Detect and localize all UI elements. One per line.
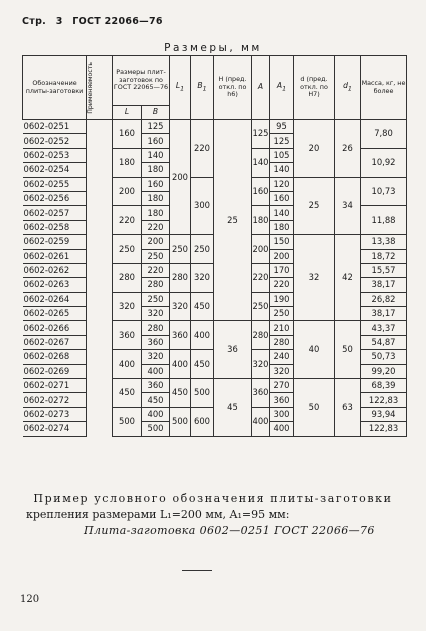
b-cell: 220 bbox=[142, 263, 170, 277]
divider-rule bbox=[182, 570, 212, 571]
designation-cell: 0602-0258 bbox=[23, 220, 87, 234]
b1-cell: 320 bbox=[191, 263, 214, 292]
l1-cell: 450 bbox=[170, 379, 191, 408]
a-cell: 140 bbox=[252, 148, 270, 177]
designation-cell: 0602-0273 bbox=[23, 407, 87, 421]
m-cell: 11,88 bbox=[361, 206, 407, 235]
col-d: d (пред. откл. по H7) bbox=[294, 56, 335, 120]
page-label: Стр. bbox=[22, 16, 47, 27]
m-cell: 10,92 bbox=[361, 148, 407, 177]
application-cell bbox=[87, 321, 113, 335]
dimensions-table-wrap bbox=[22, 55, 406, 437]
l1-cell: 360 bbox=[170, 321, 191, 350]
d1-cell: 26 bbox=[335, 120, 361, 178]
l-cell: 200 bbox=[113, 177, 142, 206]
b-cell: 400 bbox=[142, 407, 170, 421]
a1-cell: 190 bbox=[270, 292, 294, 306]
b1-cell: 400 bbox=[191, 321, 214, 350]
h-cell: 25 bbox=[214, 120, 252, 321]
m-cell: 15,57 bbox=[361, 263, 407, 277]
application-cell bbox=[87, 148, 113, 162]
b-cell: 220 bbox=[142, 220, 170, 234]
m-cell: 18,72 bbox=[361, 249, 407, 263]
d1-cell: 42 bbox=[335, 235, 361, 321]
h-cell: 45 bbox=[214, 379, 252, 437]
a1-cell: 220 bbox=[270, 278, 294, 292]
b-cell: 500 bbox=[142, 422, 170, 436]
l-cell: 220 bbox=[113, 206, 142, 235]
dimensions-table bbox=[22, 55, 407, 437]
b-cell: 280 bbox=[142, 278, 170, 292]
a1-cell: 150 bbox=[270, 235, 294, 249]
application-cell bbox=[87, 350, 113, 364]
l1-cell: 500 bbox=[170, 407, 191, 436]
designation-cell: 0602-0252 bbox=[23, 134, 87, 148]
b-cell: 180 bbox=[142, 163, 170, 177]
a1-cell: 210 bbox=[270, 321, 294, 335]
b1-cell: 600 bbox=[191, 407, 214, 436]
a-cell: 180 bbox=[252, 206, 270, 235]
table-row bbox=[23, 379, 407, 393]
m-cell: 99,20 bbox=[361, 364, 407, 378]
m-cell: 26,82 bbox=[361, 292, 407, 306]
d-cell: 20 bbox=[294, 120, 335, 178]
a1-cell: 170 bbox=[270, 263, 294, 277]
table-row bbox=[23, 120, 407, 134]
m-cell: 122,83 bbox=[361, 393, 407, 407]
designation-cell: 0602-0264 bbox=[23, 292, 87, 306]
a-cell: 280 bbox=[252, 321, 270, 350]
b-cell: 180 bbox=[142, 191, 170, 205]
designation-cell: 0602-0271 bbox=[23, 379, 87, 393]
a1-cell: 400 bbox=[270, 422, 294, 436]
m-cell: 10,73 bbox=[361, 177, 407, 206]
application-cell bbox=[87, 235, 113, 249]
m-cell: 43,37 bbox=[361, 321, 407, 335]
a1-cell: 125 bbox=[270, 134, 294, 148]
b-cell: 160 bbox=[142, 177, 170, 191]
application-cell bbox=[87, 263, 113, 277]
designation-cell: 0602-0253 bbox=[23, 148, 87, 162]
standard-code: ГОСТ 22066—76 bbox=[72, 16, 163, 27]
col-d1: $d_1$ bbox=[335, 56, 361, 120]
col-B1: $B_1$ bbox=[191, 56, 214, 120]
b-cell: 140 bbox=[142, 148, 170, 162]
a1-cell: 120 bbox=[270, 177, 294, 191]
l1-cell: 400 bbox=[170, 350, 191, 379]
a1-cell: 320 bbox=[270, 364, 294, 378]
a-cell: 250 bbox=[252, 292, 270, 321]
col-designation: Обозначение плиты-заготовки bbox=[23, 56, 87, 120]
designation-cell: 0602-0268 bbox=[23, 350, 87, 364]
l-cell: 320 bbox=[113, 292, 142, 321]
b-cell: 360 bbox=[142, 379, 170, 393]
application-cell bbox=[87, 249, 113, 263]
a1-cell: 270 bbox=[270, 379, 294, 393]
m-cell: 13,38 bbox=[361, 235, 407, 249]
example-line-3: Плита-заготовка 0602—0251 ГОСТ 22066—76 bbox=[84, 524, 375, 537]
a1-cell: 180 bbox=[270, 220, 294, 234]
b-cell: 320 bbox=[142, 350, 170, 364]
designation-cell: 0602-0272 bbox=[23, 393, 87, 407]
designation-cell: 0602-0251 bbox=[23, 120, 87, 134]
a1-cell: 360 bbox=[270, 393, 294, 407]
col-blank-sizes: Размеры плит-заготовок по ГОСТ 22065—76 bbox=[113, 56, 170, 106]
b1-cell: 450 bbox=[191, 292, 214, 321]
designation-cell: 0602-0263 bbox=[23, 278, 87, 292]
designation-cell: 0602-0274 bbox=[23, 422, 87, 436]
application-cell bbox=[87, 407, 113, 421]
a-cell: 320 bbox=[252, 350, 270, 379]
a-cell: 125 bbox=[252, 120, 270, 149]
l-cell: 250 bbox=[113, 235, 142, 264]
a-cell: 200 bbox=[252, 235, 270, 264]
l1-cell: 280 bbox=[170, 263, 191, 292]
l-cell: 500 bbox=[113, 407, 142, 436]
application-cell bbox=[87, 220, 113, 234]
table-row bbox=[23, 321, 407, 335]
m-cell: 68,39 bbox=[361, 379, 407, 393]
d-cell: 50 bbox=[294, 379, 335, 437]
a-cell: 160 bbox=[252, 177, 270, 206]
a1-cell: 240 bbox=[270, 350, 294, 364]
l-cell: 450 bbox=[113, 379, 142, 408]
a1-cell: 160 bbox=[270, 191, 294, 205]
application-cell bbox=[87, 307, 113, 321]
a-cell: 360 bbox=[252, 379, 270, 408]
l-cell: 400 bbox=[113, 350, 142, 379]
designation-cell: 0602-0266 bbox=[23, 321, 87, 335]
m-cell: 38,17 bbox=[361, 278, 407, 292]
a-cell: 220 bbox=[252, 263, 270, 292]
application-cell bbox=[87, 393, 113, 407]
designation-cell: 0602-0267 bbox=[23, 335, 87, 349]
a1-cell: 200 bbox=[270, 249, 294, 263]
example-line-1: Пример условного обозначения плиты-заготовки bbox=[33, 492, 393, 505]
section-title: Размеры, мм bbox=[164, 42, 262, 54]
l-cell: 180 bbox=[113, 148, 142, 177]
col-A1: $A_1$ bbox=[270, 56, 294, 120]
b1-cell: 300 bbox=[191, 177, 214, 235]
a-cell: 400 bbox=[252, 407, 270, 436]
m-cell: 93,94 bbox=[361, 407, 407, 421]
a1-cell: 140 bbox=[270, 163, 294, 177]
a1-cell: 300 bbox=[270, 407, 294, 421]
a1-cell: 95 bbox=[270, 120, 294, 134]
designation-cell: 0602-0262 bbox=[23, 263, 87, 277]
a1-cell: 105 bbox=[270, 148, 294, 162]
b-cell: 320 bbox=[142, 307, 170, 321]
application-cell bbox=[87, 335, 113, 349]
d-cell: 25 bbox=[294, 177, 335, 235]
m-cell: 50,73 bbox=[361, 350, 407, 364]
a1-cell: 250 bbox=[270, 307, 294, 321]
b1-cell: 500 bbox=[191, 379, 214, 408]
l1-cell: 320 bbox=[170, 292, 191, 321]
col-L: L bbox=[113, 106, 142, 120]
application-cell bbox=[87, 120, 113, 134]
b1-cell: 250 bbox=[191, 235, 214, 264]
l1-cell: 250 bbox=[170, 235, 191, 264]
designation-cell: 0602-0256 bbox=[23, 191, 87, 205]
application-cell bbox=[87, 206, 113, 220]
designation-cell: 0602-0257 bbox=[23, 206, 87, 220]
col-application: Применяемость bbox=[87, 56, 113, 120]
application-cell bbox=[87, 163, 113, 177]
example-line-2: крепления размерами L₁=200 мм, A₁=95 мм: bbox=[26, 508, 290, 521]
page-no: 3 bbox=[55, 16, 63, 27]
l1-cell: 200 bbox=[170, 120, 191, 235]
b-cell: 250 bbox=[142, 249, 170, 263]
d1-cell: 34 bbox=[335, 177, 361, 235]
col-mass: Масса, кг, не более bbox=[361, 56, 407, 120]
l-cell: 280 bbox=[113, 263, 142, 292]
application-cell bbox=[87, 292, 113, 306]
b-cell: 400 bbox=[142, 364, 170, 378]
m-cell: 54,87 bbox=[361, 335, 407, 349]
a1-cell: 140 bbox=[270, 206, 294, 220]
l-cell: 160 bbox=[113, 120, 142, 149]
b-cell: 180 bbox=[142, 206, 170, 220]
designation-cell: 0602-0255 bbox=[23, 177, 87, 191]
application-cell bbox=[87, 364, 113, 378]
application-cell bbox=[87, 134, 113, 148]
m-cell: 122,83 bbox=[361, 422, 407, 436]
b1-cell: 220 bbox=[191, 120, 214, 178]
b-cell: 200 bbox=[142, 235, 170, 249]
page-number: 120 bbox=[20, 594, 40, 605]
l-cell: 360 bbox=[113, 321, 142, 350]
application-cell bbox=[87, 379, 113, 393]
b1-cell: 450 bbox=[191, 350, 214, 379]
designation-cell: 0602-0265 bbox=[23, 307, 87, 321]
b-cell: 280 bbox=[142, 321, 170, 335]
b-cell: 250 bbox=[142, 292, 170, 306]
d-cell: 32 bbox=[294, 235, 335, 321]
col-B: B bbox=[142, 106, 170, 120]
d1-cell: 50 bbox=[335, 321, 361, 379]
designation-cell: 0602-0254 bbox=[23, 163, 87, 177]
d-cell: 40 bbox=[294, 321, 335, 379]
designation-cell: 0602-0269 bbox=[23, 364, 87, 378]
d1-cell: 63 bbox=[335, 379, 361, 437]
col-H: H (пред. откл. по h6) bbox=[214, 56, 252, 120]
h-cell: 36 bbox=[214, 321, 252, 379]
b-cell: 160 bbox=[142, 134, 170, 148]
a1-cell: 280 bbox=[270, 335, 294, 349]
application-cell bbox=[87, 177, 113, 191]
m-cell: 7,80 bbox=[361, 120, 407, 149]
col-L1: $L_1$ bbox=[170, 56, 191, 120]
designation-cell: 0602-0259 bbox=[23, 235, 87, 249]
page-header bbox=[22, 16, 169, 27]
b-cell: 360 bbox=[142, 335, 170, 349]
m-cell: 38,17 bbox=[361, 307, 407, 321]
col-A: A bbox=[252, 56, 270, 120]
b-cell: 125 bbox=[142, 120, 170, 134]
application-cell bbox=[87, 191, 113, 205]
application-cell bbox=[87, 422, 113, 436]
application-cell bbox=[87, 278, 113, 292]
b-cell: 450 bbox=[142, 393, 170, 407]
designation-cell: 0602-0261 bbox=[23, 249, 87, 263]
